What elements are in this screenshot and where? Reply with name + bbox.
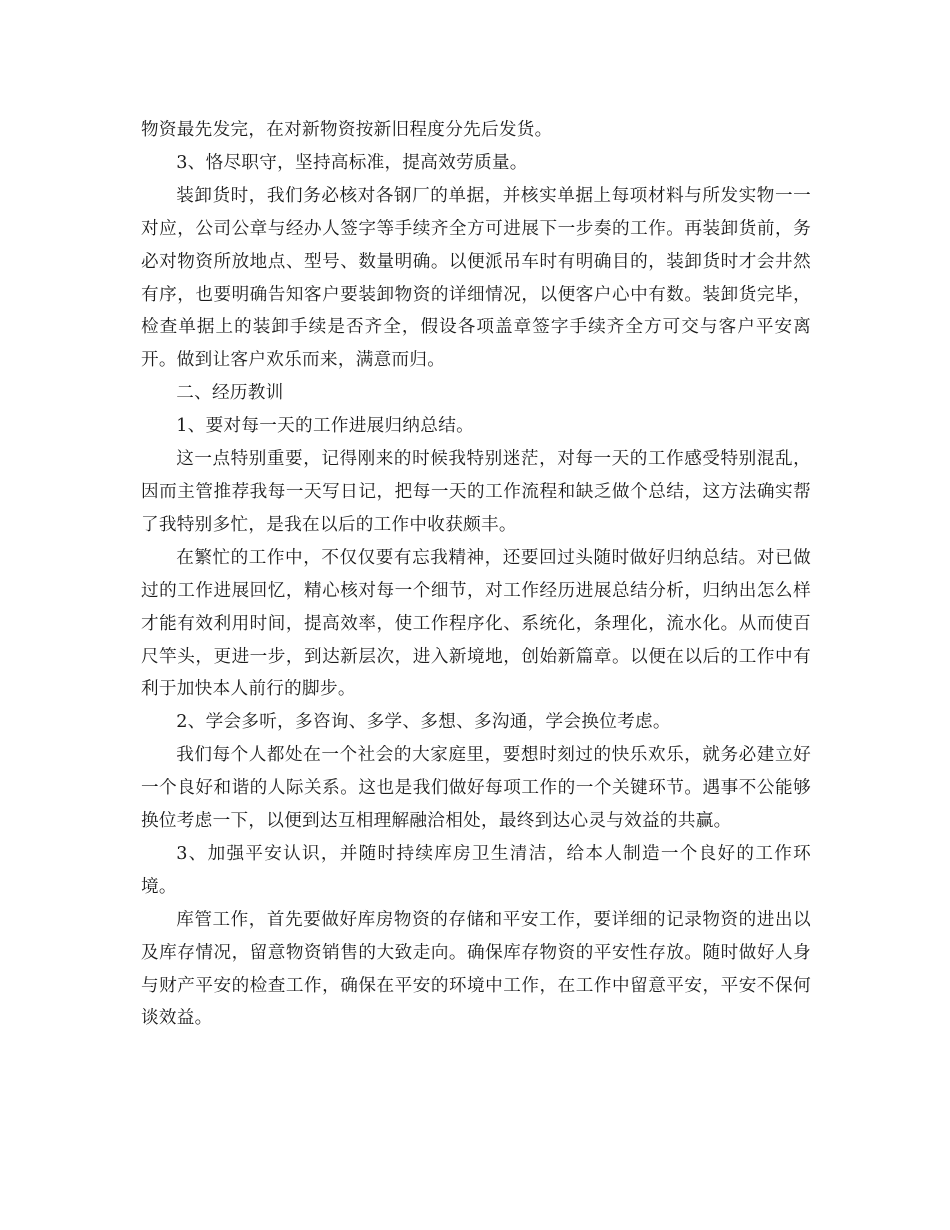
paragraph-6: 这一点特别重要，记得刚来的时候我特别迷茫，对每一天的工作感受特别混乱，因而主管推荐我每一天写日记，把每一天的工作流程和缺乏做个总结，这方法确实帮了我特别多忙，是我在以后的工作中收获颇丰。	[141, 449, 811, 535]
paragraph-1: 物资最先发完，在对新物资按新旧程度分先后发货。	[141, 120, 553, 140]
paragraph-7: 在繁忙的工作中，不仅仅要有忘我精神，还要回过头随时做好归纳总结。对已做过的工作进展回忆，精心核对每一个细节，对工作经历进展总结分析，归纳出怎么样才能有效利用时间，提高效率，使工作程序化、系统化，条理化，流水化。从而使百尺竿头，更进一步，到达新层次，进入新境地，创始新篇章。以便在以后的工作中有利于加快本人前行的脚步。	[141, 547, 811, 700]
paragraph-2: 3、恪尽职守，坚持高标准，提高效劳质量。	[176, 152, 528, 173]
paragraph-3: 装卸货时，我们务必核对各钢厂的单据，并核实单据上每项材料与所发实物一一对应，公司公章与经办人签字等手续齐全方可进展下一步奏的工作。再装卸货前，务必对物资所放地点、型号、数量明确。以便派吊车时有明确目的，装卸货时才会井然有序，也要明确告知客户要装卸物资的详细情况，以便客户心中有数。装卸货完毕，检查单据上的装卸手续是否齐全，假设各项盖章签字手续齐全方可交与客户平安离开。做到让客户欢乐而来，满意而归。	[141, 185, 811, 371]
section-heading-lessons: 二、经历教训	[176, 383, 284, 404]
paragraph-5: 1、要对每一天的工作进展归纳总结。	[176, 416, 474, 437]
paragraph-10: 3、加强平安认识，并随时持续库房卫生清洁，给本人制造一个良好的工作环境。	[141, 843, 811, 897]
paragraph-9: 我们每个人都处在一个社会的大家庭里，要想时刻过的快乐欢乐，就务必建立好一个良好和谐的人际关系。这也是我们做好每项工作的一个关键环节。遇事不公能够换位考虑一下，以便到达互相理解融洽相处，最终到达心灵与效益的共赢。	[141, 745, 811, 832]
paragraph-8: 2、学会多听，多咨询、多学、多想、多沟通，学会换位考虑。	[176, 712, 671, 733]
paragraph-11: 库管工作，首先要做好库房物资的存储和平安工作，要详细的记录物资的进出以及库存情况，留意物资销售的大致走向。确保库存物资的平安性存放。随时做好人身与财产平安的检查工作，确保在平安的环境中工作，在工作中留意平安，平安不保何谈效益。	[141, 909, 811, 1029]
document-body	[141, 114, 811, 1035]
